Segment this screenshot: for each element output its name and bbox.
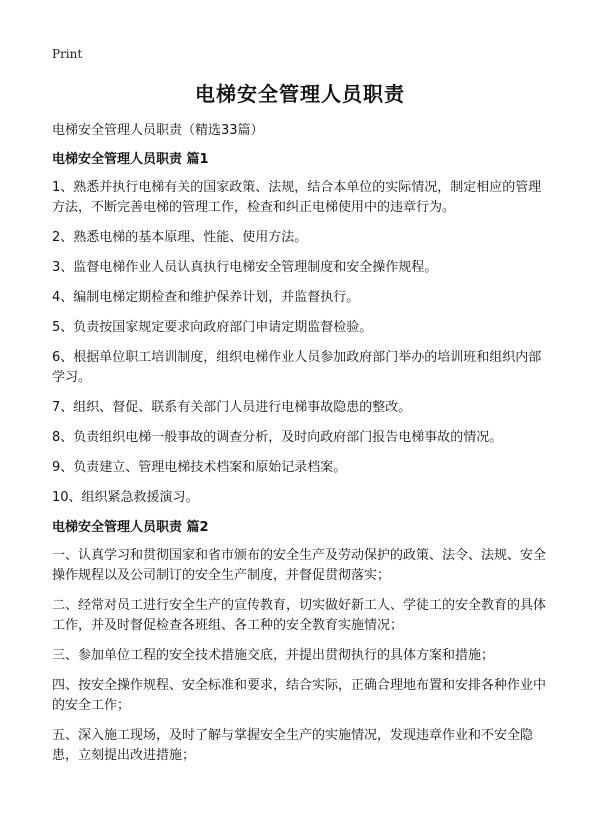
section-2 bbox=[52, 518, 552, 766]
paragraph: 五、深入施工现场，及时了解与掌握安全生产的实施情况，发现违章作业和不安全隐患，立刻提出改进措施； bbox=[52, 728, 534, 763]
document-subtitle: 电梯安全管理人员职责（精选33篇） bbox=[52, 123, 264, 138]
paragraph: 三、参加单位工程的安全技术措施交底，并提出贯彻执行的具体方案和措施； bbox=[52, 648, 495, 663]
paragraph: 一、认真学习和贯彻国家和省市颁布的安全生产及劳动保护的政策、法令、法规、安全操作规程以及公司制订的安全生产制度，并督促贯彻落实； bbox=[52, 548, 547, 583]
page-title: 电梯安全管理人员职责 bbox=[195, 82, 405, 106]
print-link[interactable]: Print bbox=[52, 47, 83, 61]
paragraph: 7、组织、督促、联系有关部门人员进行电梯事故隐患的整改。 bbox=[52, 400, 412, 415]
paragraph: 1、熟悉并执行电梯有关的国家政策、法规，结合本单位的实际情况，制定相应的管理方法，不断完善电梯的管理工作，检查和纠正电梯使用中的违章行为。 bbox=[52, 180, 542, 215]
paragraph: 二、经常对员工进行安全生产的宣传教育，切实做好新工人、学徒工的安全教育的具体工作，并及时督促检查各班组、各工种的安全教育实施情况； bbox=[52, 598, 547, 633]
paragraph: 4、编制电梯定期检查和维护保养计划，并监督执行。 bbox=[52, 290, 360, 305]
section-heading: 电梯安全管理人员职责 篇1 bbox=[52, 152, 209, 167]
paragraph: 8、负责组织电梯一般事故的调查分析，及时向政府部门报告电梯事故的情况。 bbox=[52, 430, 503, 445]
paragraph: 2、熟悉电梯的基本原理、性能、使用方法。 bbox=[52, 230, 308, 245]
section-1 bbox=[52, 150, 552, 508]
paragraph: 四、按安全操作规程、安全标准和要求，结合实际，正确合理地布置和安排各种作业中的安全工作； bbox=[52, 678, 547, 713]
paragraph: 3、监督电梯作业人员认真执行电梯安全管理制度和安全操作规程。 bbox=[52, 260, 438, 275]
paragraph: 5、负责按国家规定要求向政府部门申请定期监督检验。 bbox=[52, 320, 373, 335]
section-heading: 电梯安全管理人员职责 篇2 bbox=[52, 520, 209, 535]
paragraph: 9、负责建立、管理电梯技术档案和原始记录档案。 bbox=[52, 460, 347, 475]
paragraph: 10、组织紧急救援演习。 bbox=[52, 490, 199, 505]
paragraph: 6、根据单位职工培训制度，组织电梯作业人员参加政府部门举办的培训班和组织内部学习。 bbox=[52, 350, 542, 385]
document-body bbox=[52, 121, 552, 776]
